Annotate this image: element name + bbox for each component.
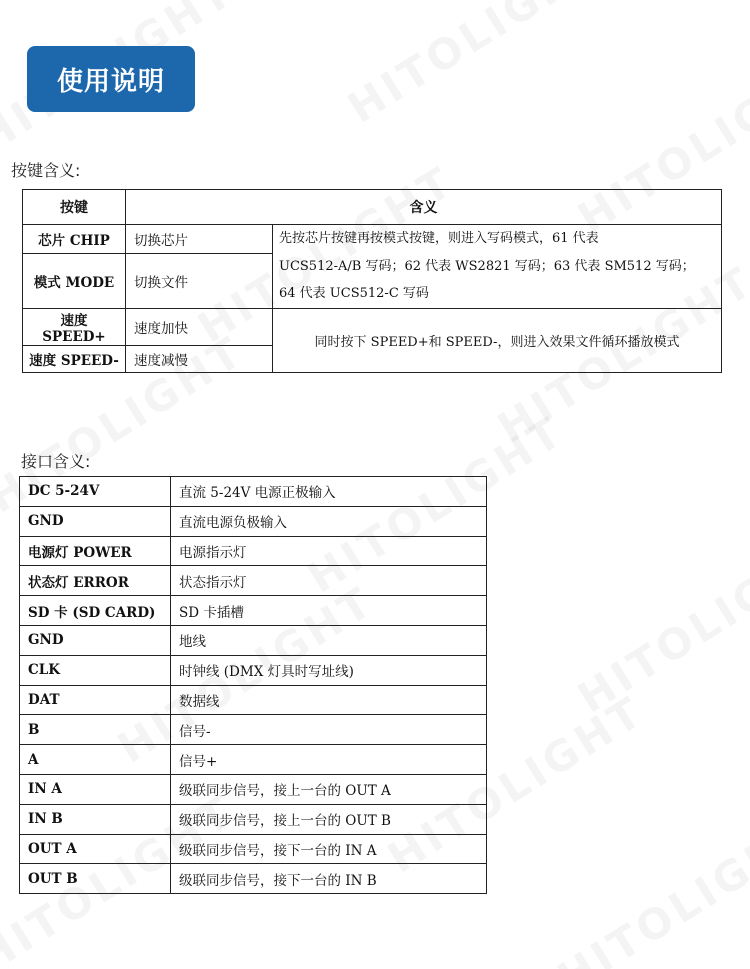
key-function: 速度加快 xyxy=(126,308,273,345)
interface-description: 级联同步信号，接下一台的 IN B xyxy=(171,864,487,894)
interface-name: A xyxy=(20,745,171,775)
table-row xyxy=(20,536,487,566)
interface-description: 状态指示灯 xyxy=(171,566,487,596)
interface-name: SD 卡 (SD CARD) xyxy=(20,596,171,626)
table-row xyxy=(20,745,487,775)
interface-name: B xyxy=(20,715,171,745)
interface-name: 电源灯 POWER xyxy=(20,536,171,566)
table-row xyxy=(20,834,487,864)
keys-section-title: 按键含义: xyxy=(11,161,81,180)
table-row xyxy=(23,225,722,254)
interface-name: IN A xyxy=(20,774,171,804)
interface-name: DC 5-24V xyxy=(20,477,171,507)
interface-description: 级联同步信号，接上一台的 OUT B xyxy=(171,804,487,834)
interface-description: 电源指示灯 xyxy=(171,536,487,566)
interface-name: DAT xyxy=(20,685,171,715)
interface-name: GND xyxy=(20,506,171,536)
interface-description: 信号- xyxy=(171,715,487,745)
speed-description: 同时按下 SPEED+和 SPEED-，则进入效果文件循环播放模式 xyxy=(273,308,722,372)
key-name: 速度 SPEED+ xyxy=(23,308,126,345)
interface-description: 级联同步信号，接上一台的 OUT A xyxy=(171,774,487,804)
table-row xyxy=(20,774,487,804)
table-row xyxy=(20,715,487,745)
header-key: 按键 xyxy=(23,190,126,225)
interface-description: 数据线 xyxy=(171,685,487,715)
interface-name: OUT A xyxy=(20,834,171,864)
table-row xyxy=(20,477,487,507)
interface-name: GND xyxy=(20,625,171,655)
table-row xyxy=(20,685,487,715)
interface-description: 直流电源负极输入 xyxy=(171,506,487,536)
table-row xyxy=(20,655,487,685)
key-name: 速度 SPEED- xyxy=(23,345,126,372)
interface-description: 信号+ xyxy=(171,745,487,775)
watermark-text xyxy=(549,806,750,969)
interface-name: OUT B xyxy=(20,864,171,894)
key-name: 模式 MODE xyxy=(23,253,126,308)
watermark-text xyxy=(569,526,750,722)
table-row xyxy=(20,804,487,834)
interface-name: CLK xyxy=(20,655,171,685)
interface-name: 状态灯 ERROR xyxy=(20,566,171,596)
interface-description: 直流 5-24V 电源正极输入 xyxy=(171,477,487,507)
interface-table xyxy=(19,476,487,894)
watermark-text xyxy=(339,0,612,133)
interface-name: IN B xyxy=(20,804,171,834)
description-line: 64 代表 UCS512-C 写码 xyxy=(279,286,429,301)
key-name: 芯片 CHIP xyxy=(23,225,126,254)
description-line: UCS512-A/B 写码；62 代表 WS2821 写码；63 代表 SM512 写码； xyxy=(279,258,695,274)
keys-table xyxy=(22,189,722,373)
header-meaning: 含义 xyxy=(126,190,722,225)
interface-description: 级联同步信号，接下一台的 IN A xyxy=(171,834,487,864)
interface-section-title: 接口含义: xyxy=(21,452,91,471)
table-row xyxy=(23,308,722,345)
table-row xyxy=(20,566,487,596)
key-function: 速度减慢 xyxy=(126,345,273,372)
interface-description: 时钟线 (DMX 灯具时写址线) xyxy=(171,655,487,685)
description-line: 先按芯片按键再按模式按键，则进入写码模式，61 代表 xyxy=(279,231,599,246)
table-row xyxy=(20,596,487,626)
table-row xyxy=(20,506,487,536)
table-header-row xyxy=(23,190,722,225)
table-row xyxy=(20,864,487,894)
table-row xyxy=(20,625,487,655)
key-function: 切换文件 xyxy=(126,253,273,308)
key-function: 切换芯片 xyxy=(126,225,273,254)
interface-description: 地线 xyxy=(171,625,487,655)
chip-mode-description xyxy=(273,225,722,309)
interface-description: SD 卡插槽 xyxy=(171,596,487,626)
instructions-badge: 使用说明 xyxy=(27,46,195,112)
